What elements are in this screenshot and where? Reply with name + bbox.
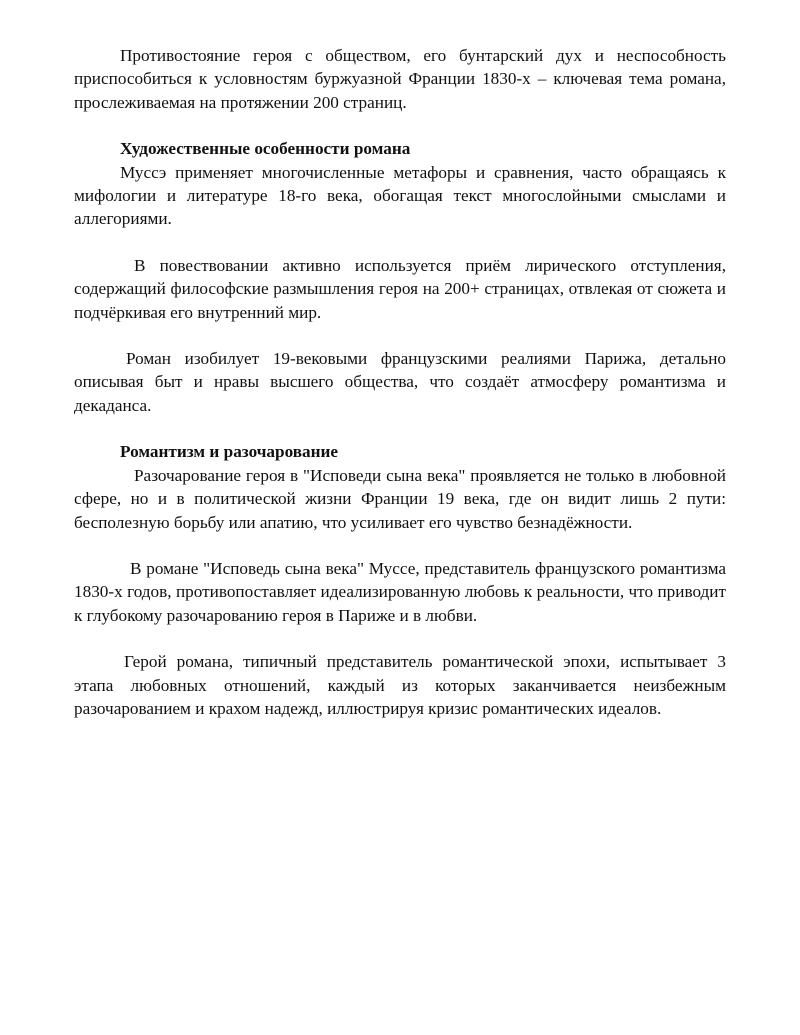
paragraph-realia: Роман изобилует 19-вековыми французскими реалиями Парижа, детально описывая быт и нравы высшего общества, что создаёт атмосферу романтизма и декаданса. [74,349,726,415]
heading-romanticism: Романтизм и разочарование [120,442,339,462]
paragraph-disappointment: Разочарование героя в "Исповеди сына века" проявляется не только в любовной сфере, но и в политической жизни Франции 19 века, где он видит лишь 2 пути: бесполезную борьбу или апатию, что усиливает его чувство безнадёжности. [74,465,726,532]
paragraph-intro: Противостояние героя с обществом, его бунтарский дух и неспособность приспособиться к условностям буржуазной Франции 1830-х – ключевая тема романа, прослеживаемая на протяжении 200 страниц. [74,46,726,112]
paragraph-metaphors: Муссэ применяет многочисленные метафоры и сравнения, часто обращаясь к мифологии и литературе 18-го века, обогащая текст многослойными смыслами и аллегориями. [74,162,726,229]
paragraph-hero: Герой романа, типичный представитель романтической эпохи, испытывает 3 этапа любовных отношений, каждый из которых заканчивается неизбежным разочарованием и крахом надежд, иллюстрируя кризис романтических идеалов. [74,652,726,718]
paragraph-confession: В романе "Исповедь сына века" Муссе, представитель французского романтизма 1830-х годов, противопоставляет идеализированную любовь к реальности, что приводит к глубокому разочарованию героя в Париже и в любви. [74,558,726,625]
heading-artistic-features: Художественные особенности романа [120,139,411,159]
paragraph-digression: В повествовании активно используется приём лирического отступления, содержащий философские размышления героя на 200+ страницах, отвлекая от сюжета и подчёркивая его внутренний мир. [74,255,726,322]
document-page [74,44,726,720]
